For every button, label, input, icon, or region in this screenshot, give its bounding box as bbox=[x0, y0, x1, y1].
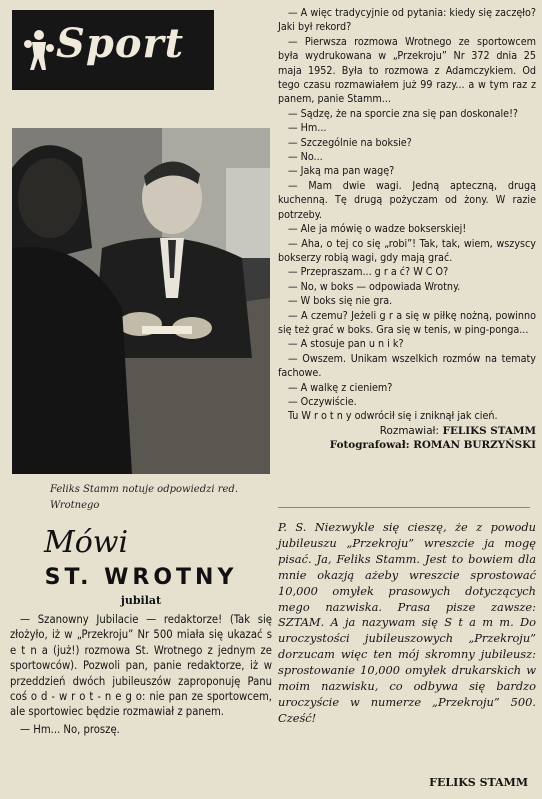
dialogue-line: — W boks się nie gra. bbox=[288, 294, 393, 308]
article-kicker: Mówi bbox=[44, 525, 129, 560]
column-divider bbox=[278, 507, 530, 508]
dialogue-line: — Oczywiście. bbox=[288, 394, 357, 408]
credit-name: ROMAN BURZYŃSKI bbox=[413, 439, 536, 452]
credit-label: Fotografował: bbox=[329, 439, 410, 452]
postscript-signature: FELIKS STAMM bbox=[429, 776, 528, 789]
dialogue-line: — Sądzę, że na sporcie zna się pan doskonale!? bbox=[288, 106, 519, 120]
dialogue-line: — A walkę z cieniem? bbox=[288, 380, 393, 394]
boxer-emblem-icon bbox=[22, 26, 54, 72]
photo-credit bbox=[278, 438, 536, 453]
dialogue-line: — Ale ja mówię o wadze bokserskiej! bbox=[288, 222, 467, 236]
dialogue-line: — Hm... bbox=[288, 121, 327, 135]
section-title: Sport bbox=[56, 20, 185, 67]
dialogue-line: — Pierwsza rozmowa Wrotnego ze sportowcem była wydrukowana w „Przekroju” Nr 372 dnia 25 maja 1952. Była to rozmowa z Adamczykiem. Od tego czasu rozmawiałem już 99 razy... a w tym raz z panem, panie Stamm... bbox=[278, 34, 536, 106]
interview-dialogue bbox=[278, 6, 536, 453]
section-header bbox=[12, 10, 214, 90]
dialogue-line: — No, w boks — odpowiada Wrotny. bbox=[288, 279, 461, 293]
dialogue-line: — Szczególnie na boksie? bbox=[288, 135, 412, 149]
article-subhead: jubilat bbox=[120, 594, 162, 607]
dialogue-line: — No... bbox=[288, 150, 323, 164]
interview-credit bbox=[278, 424, 536, 439]
right-column bbox=[278, 6, 536, 794]
postscript: P. S. Niezwykle się cieszę, że z powodu jubileuszu „Przekroju” wreszcie ja mogę pisać. Ja, Feliks Stamm. Jest to bowiem dla mnie okazją ażeby wreszcie sprostować 10,000 omyłek prasowych dotyczących mego nazwiska. Prasa pisze zawsze: SZTAM. A ja nazywam się S t a m m. Do uroczystości jubileuszowych „Przekroju” dorzucam więc ten mój skromny jubileusz: sprostowanie 10,000 omyłek drukarskich w moim nazwisku, co odbywa się bardzo uroczyście w numerze „Przekroju” 500. Cześć! bbox=[278, 520, 536, 725]
article-paragraph: — Szanowny Jubilacie — redaktorze! (Tak się złożyło, iż w „Przekroju” Nr 500 miała się ukazać s e t n a (już!) rozmowa St. Wrotnego z jednym ze sportowców). Pozwoli pan, panie redaktorze, iż w przeddzień dwóch jubileuszów zaproponuję Panu coś o d - w r o t - n e g o: nie pan ze sportowcem, ale sportowiec będzie rozmawiał z panem. bbox=[10, 613, 272, 719]
credit-label: Rozmawiał: bbox=[379, 424, 440, 437]
dialogue-line: Tu W r o t n y odwrócił się i zniknął jak cień. bbox=[288, 409, 498, 423]
article-paragraph: — Hm... No, proszę. bbox=[20, 722, 120, 736]
dialogue-line: — Aha, o tej co się „robi”! Tak, tak, wiem, wszyscy bokserzy robią wagi, gdy mają grać. bbox=[278, 236, 536, 264]
dialogue-line: — Jaką ma pan wagę? bbox=[288, 164, 395, 178]
dialogue-line: — Owszem. Unikam wszelkich rozmów na tematy fachowe. bbox=[278, 351, 536, 380]
dialogue-line: — A więc tradycyjnie od pytania: kiedy się zaczęło? Jaki był rekord? bbox=[278, 6, 536, 34]
left-column bbox=[10, 8, 272, 794]
dialogue-line: — A czemu? Jeżeli g r a się w piłkę nożną, powinno się też grać w boks. Gra się w tenis, w ping-ponga... bbox=[278, 308, 536, 336]
article-body bbox=[10, 612, 272, 737]
photo-caption: Feliks Stamm notuje odpowiedzi red. Wrotnego bbox=[50, 484, 239, 511]
dialogue-line: — A stosuje pan u n i k? bbox=[288, 337, 404, 351]
dialogue-line: — Przepraszam... g r a ć? W C O? bbox=[288, 265, 449, 279]
article-headline: ST. WROTNY bbox=[44, 565, 238, 590]
interview-photo bbox=[12, 128, 270, 474]
dialogue-line: — Mam dwie wagi. Jedną apteczną, drugą kuchenną. Tę drugą pożyczam od żony. W razie potrzeby. bbox=[278, 178, 536, 221]
credit-name: FELIKS STAMM bbox=[442, 424, 536, 437]
